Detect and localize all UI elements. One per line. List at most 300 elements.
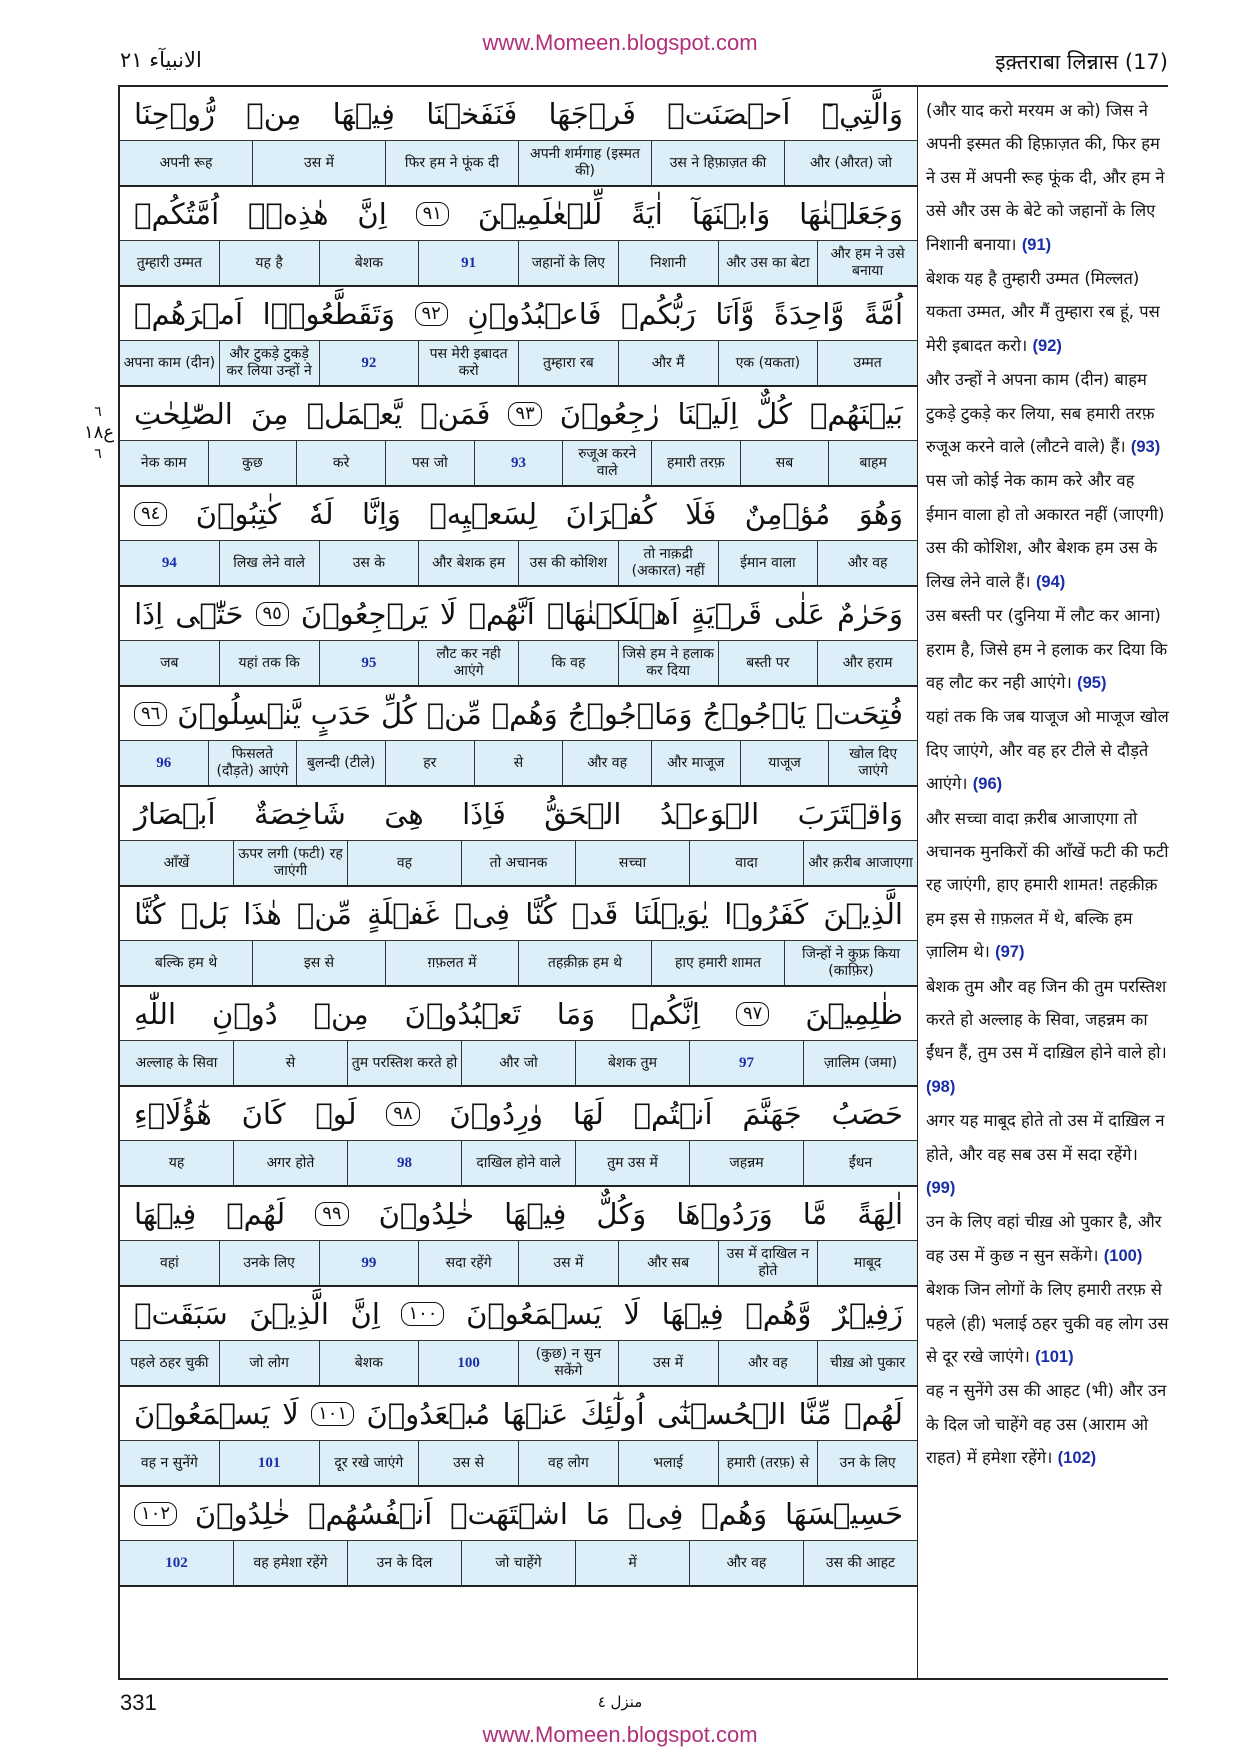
meaning-row <box>120 241 917 287</box>
meaning-cell: पस जो <box>385 441 474 485</box>
translation-text: उस बस्ती पर (दुनिया में लौट कर आना) हराम है, जिसे हम ने हलाक कर दिया कि वह लौट कर नही आएंगे। <box>926 606 1168 692</box>
arabic-word: كُلٌّ <box>756 396 792 431</box>
meaning-cell: बेशक <box>319 1341 419 1385</box>
arabic-word: بَيۡنَهُمۡ <box>809 396 903 431</box>
verse-number-marker: ٩٧ <box>736 1002 769 1026</box>
translation-passage <box>926 809 1169 962</box>
arabic-word: كٰتِبُوۡنَ <box>195 496 281 531</box>
meaning-cell: उस में <box>252 141 385 185</box>
arabic-word: فِىۡ <box>627 1496 684 1531</box>
arabic-word: مِّنۡ <box>296 896 352 931</box>
arabic-word: رُّوۡحِنَا <box>134 96 215 131</box>
translation-verse-number: (95) <box>1077 673 1107 692</box>
meaning-cell: जिन्हों ने कुफ्र किया (काफ़िर) <box>784 941 917 985</box>
arabic-word: اَحۡصَنَتۡ <box>667 96 791 131</box>
arabic-word: اِذَا <box>134 596 164 631</box>
meaning-cell: बाहम <box>828 441 917 485</box>
arabic-line <box>120 1087 917 1141</box>
meaning-cell: वह हमेशा रहेंगे <box>233 1541 347 1585</box>
arabic-line <box>120 387 917 441</box>
arabic-word: فَلَا <box>685 496 717 531</box>
arabic-line <box>120 287 917 341</box>
arabic-word: وَتَقَطَّعُوۡۤا <box>262 296 395 331</box>
meaning-cell: उस ने हिफ़ाज़त की <box>651 141 784 185</box>
meaning-cell: और वह <box>817 541 917 585</box>
meaning-cell: और वह <box>689 1541 803 1585</box>
arabic-word: دُوۡنِ <box>212 996 278 1031</box>
arabic-word: لَا <box>282 1396 299 1431</box>
meaning-cell: तुम परस्तिश करते हो <box>347 1041 461 1085</box>
meaning-cell: बुलन्दी (टीले) <box>296 741 385 785</box>
arabic-word: مِّنۡ <box>426 696 482 731</box>
arabic-word: بَلۡ <box>180 896 229 931</box>
meaning-cell: इस से <box>252 941 385 985</box>
arabic-word: مِنَ <box>250 396 289 431</box>
meaning-cell: ईंधन <box>803 1141 917 1185</box>
arabic-word: اٰلِهَةً <box>857 1196 903 1231</box>
meaning-cell: माबूद <box>817 1241 917 1285</box>
arabic-word: عَلٰى <box>773 596 826 631</box>
arabic-word: حَدَبٍ <box>310 696 372 731</box>
arabic-word: هِىَ <box>384 796 424 831</box>
arabic-word: كُنَّا <box>134 896 166 931</box>
arabic-word: وَمَاۡجُوۡجُ <box>567 696 693 731</box>
meaning-row <box>120 941 917 987</box>
meaning-cell: उस में दाखिल न होते <box>718 1241 818 1285</box>
arabic-word: غَفۡلَةٍ <box>367 896 440 931</box>
meaning-cell: वह <box>347 841 461 885</box>
arabic-word: اَمۡرَهُمۡ <box>134 296 244 331</box>
arabic-word: فَرۡجَهَا <box>548 96 636 131</box>
translation-verse-number: (97) <box>995 943 1025 962</box>
meaning-cell: (कुछ) न सुन सकेंगे <box>518 1341 618 1385</box>
meaning-cell: उस की कोशिश <box>518 541 618 585</box>
meaning-cell: जब <box>160 654 179 671</box>
translation-verse-number: (92) <box>1032 336 1062 355</box>
meaning-cell: जो चाहेंगे <box>461 1541 575 1585</box>
meaning-row <box>120 541 917 587</box>
arabic-word: وَّاَنَا <box>715 296 755 331</box>
meaning-cell: और माजूज <box>651 741 740 785</box>
meaning-cell: अपनी शर्मगाह (इस्मत की) <box>518 141 651 185</box>
arabic-word: وَالَّتِيۡٓ <box>821 96 903 131</box>
arabic-word: وَاِنَّا <box>361 496 401 531</box>
meaning-cell: जहन्नम <box>689 1141 803 1185</box>
translation-verse-number: (102) <box>1057 1449 1097 1468</box>
arabic-word: اِنَّ <box>357 196 387 231</box>
translation-passage <box>926 471 1164 590</box>
arabic-word: عَنۡهَا <box>502 1396 569 1431</box>
meaning-cell: और बेशक हम <box>418 541 518 585</box>
meaning-row <box>120 1241 917 1287</box>
arabic-line <box>120 587 917 641</box>
meaning-cell: पहले ठहर चुकी <box>130 1354 209 1371</box>
translation-passage <box>926 101 1165 254</box>
meaning-cell: ऊपर लगी (फटी) रह जाएंगी <box>233 841 347 885</box>
meaning-row <box>120 1141 917 1187</box>
arabic-word: ظٰلِمِيۡنَ <box>805 996 903 1031</box>
arabic-word: هٰذِهٖۤ <box>248 196 329 231</box>
arabic-word: لَهُمۡ <box>226 1196 286 1231</box>
verse-number-cell: 102 <box>165 1554 188 1571</box>
page-number: 331 <box>120 1690 157 1715</box>
verse-number-cell: 93 <box>474 441 563 485</box>
arabic-line <box>120 487 917 541</box>
arabic-word: حَصَبُ <box>831 1096 903 1131</box>
translation-verse-number: (101) <box>1035 1348 1074 1367</box>
meaning-cell: और मैं <box>618 341 718 385</box>
meaning-cell: तहक़ीक़ हम थे <box>518 941 651 985</box>
meaning-row <box>120 641 917 687</box>
arabic-word: الۡوَعۡدُ <box>659 796 760 831</box>
meaning-cell: हमारी तरफ़ <box>651 441 740 485</box>
arabic-line <box>120 1487 917 1541</box>
para-title: इक़्तराबा लिन्नास (17) <box>995 50 1168 74</box>
meaning-cell: और टुकड़े टुकड़े कर लिया उन्हों ने <box>219 341 319 385</box>
translation-passage <box>926 1111 1165 1197</box>
meaning-cell: उम्मत <box>817 341 917 385</box>
arabic-word: مَا <box>585 1496 611 1531</box>
meaning-cell: और उस का बेटा <box>718 241 818 285</box>
translation-verse-number: (99) <box>926 1179 956 1197</box>
arabic-word: فِيۡهَا <box>504 1196 567 1231</box>
arabic-line <box>120 987 917 1041</box>
verse-number-cell: 97 <box>689 1041 803 1085</box>
arabic-word: كُفۡرَانَ <box>565 496 657 531</box>
arabic-word: فَمَنۡ <box>420 396 491 431</box>
arabic-word: لَهَا <box>572 1096 604 1131</box>
meaning-cell: चीख़ ओ पुकार <box>817 1341 917 1385</box>
arabic-word: تَعۡبُدُوۡنَ <box>404 996 521 1031</box>
meaning-cell: कि वह <box>518 641 618 685</box>
arabic-word: قَدۡ <box>571 896 619 931</box>
meaning-cell: और सब <box>618 1241 718 1285</box>
arabic-word: اشۡتَهَتۡ <box>450 1496 568 1531</box>
meaning-cell: वह न सुनेंगे <box>140 1454 198 1471</box>
meaning-cell: और वह <box>562 741 651 785</box>
meaning-cell: यहां तक कि <box>219 641 319 685</box>
arabic-word: فُتِحَتۡ <box>815 696 903 731</box>
arabic-word: لَهٗ <box>309 496 334 531</box>
arabic-word: جَهَنَّمَ <box>742 1096 802 1131</box>
verse-number-cell: 96 <box>156 754 172 771</box>
translation-passage <box>926 269 1160 355</box>
arabic-line <box>120 87 917 141</box>
meaning-cell: वादा <box>689 841 803 885</box>
meaning-cell: अपनी रूह <box>159 154 213 171</box>
meaning-cell: अपना काम (दीन) <box>123 354 216 371</box>
meaning-cell: वह लोग <box>518 1441 618 1485</box>
translation-verse-number: (98) <box>926 1077 956 1096</box>
meaning-cell: और (औरत) जो <box>784 141 917 185</box>
verse-number-cell: 98 <box>347 1141 461 1185</box>
verse-number-marker: ٩٤ <box>134 502 167 526</box>
meaning-row <box>120 841 917 887</box>
arabic-word: مُبۡعَدُوۡنَ <box>366 1396 491 1431</box>
arabic-word: كُلِّ <box>381 696 417 731</box>
meaning-cell: उन के लिए <box>817 1441 917 1485</box>
arabic-word: الۡحَقُّ <box>544 796 622 831</box>
arabic-word: زَفِيۡرٌ <box>832 1296 903 1331</box>
arabic-word: وَهُوَ <box>858 496 903 531</box>
meaning-cell: एक (यकता) <box>718 341 818 385</box>
meaning-cell: और जो <box>461 1041 575 1085</box>
arabic-word: الَّذِيۡنَ <box>823 896 903 931</box>
meaning-row <box>120 341 917 387</box>
meaning-row <box>120 141 917 187</box>
meaning-cell: में <box>575 1541 689 1585</box>
arabic-word: كُنَّا <box>525 896 557 931</box>
arabic-word: يَرۡجِعُوۡنَ <box>300 596 428 631</box>
arabic-word: رٰجِعُوۡنَ <box>559 396 660 431</box>
meaning-cell: तुम्हारी उम्मत <box>136 254 203 271</box>
arabic-word: شَاخِصَةٌ <box>254 796 346 831</box>
arabic-line <box>120 1287 917 1341</box>
arabic-word: وٰرِدُوۡنَ <box>449 1096 544 1131</box>
translation-text: अगर यह माबूद होते तो उस में दाख़िल न होते, और वह सब उस में सदा रहेंगे। <box>926 1111 1165 1164</box>
arabic-word: يَاۡجُوۡجُ <box>702 696 806 731</box>
arabic-word: لِّلۡعٰلَمِيۡنَ <box>477 196 603 231</box>
arabic-word: مُؤۡمِنٌ <box>744 496 831 531</box>
translation-passage <box>926 1381 1166 1467</box>
meaning-cell: ग़फ़लत में <box>385 941 518 985</box>
meaning-cell: उस में <box>518 1241 618 1285</box>
meaning-cell: यह है <box>219 241 319 285</box>
arabic-word: حَسِيۡسَهَا <box>784 1496 903 1531</box>
arabic-word: اَبۡصَارُ <box>134 796 216 831</box>
verse-number-marker: ٩٩ <box>315 1202 348 1226</box>
meaning-cell: तो नाक़द्री (अकारत) नहीं <box>618 541 718 585</box>
translation-column <box>926 94 1171 1476</box>
meaning-cell: हमारी (तरफ़) से <box>718 1441 818 1485</box>
translation-passage <box>926 606 1167 692</box>
meaning-cell: उन के दिल <box>347 1541 461 1585</box>
arabic-word: اَهۡلَكۡنٰهَاۤ <box>546 596 679 631</box>
meaning-cell: करे <box>296 441 385 485</box>
arabic-word: الَّذِيۡنَ <box>249 1296 329 1331</box>
arabic-word: اِلَيۡنَا <box>677 396 739 431</box>
translation-text: पस जो कोई नेक काम करे और वह ईमान वाला हो तो अकारत नहीं (जाएगी) उस की कोशिश, और बेशक हम उस के लिख लेने वाले हैं। <box>926 471 1165 591</box>
verse-number-cell: 100 <box>418 1341 518 1385</box>
meaning-row <box>120 1341 917 1387</box>
meaning-cell: आँखें <box>163 854 190 871</box>
meaning-cell: जो लोग <box>219 1341 319 1385</box>
verse-number-marker: ٩٣ <box>508 402 541 426</box>
translation-verse-number: (94) <box>1035 572 1066 591</box>
arabic-word: فِيۡهَا <box>332 96 395 131</box>
meaning-cell: उनके लिए <box>219 1241 319 1285</box>
meaning-cell: भलाई <box>618 1441 718 1485</box>
arabic-word: لَا <box>440 596 457 631</box>
translation-passage <box>926 370 1160 456</box>
arabic-word: يَّنۡسِلُوۡنَ <box>177 696 301 731</box>
arabic-word: وَجَعَلۡنٰهَا <box>799 196 903 231</box>
arabic-word: مِّنَّا <box>798 1396 832 1431</box>
word-by-word-table <box>120 87 917 1678</box>
translation-text: और सच्चा वादा क़रीब आजाएगा तो अचानक मुनकिरों की आँखें फटी की फटी रह जाएंगी, हाए हमारी शामत! तहक़ीक़ हम इस से ग़फ़लत में थे, बल्कि हम ज़ालिम थे। <box>926 808 1169 962</box>
meaning-cell: उस के <box>319 541 419 585</box>
translation-text: बेशक जिन लोगों के लिए हमारी तरफ़ से पहले (ही) भलाई ठहर चुकी वह लोग उस से दूर रखे जाएंगे। <box>926 1280 1169 1367</box>
meaning-cell: नेक काम <box>140 454 187 471</box>
meaning-row <box>120 1041 917 1087</box>
verse-number-marker: ٩١ <box>416 202 449 226</box>
arabic-word: يَسۡمَعُوۡنَ <box>466 1296 602 1331</box>
translation-passage <box>926 977 1167 1096</box>
arabic-word: فِىۡ <box>454 896 511 931</box>
arabic-word: يَّعۡمَلۡ <box>306 396 403 431</box>
meaning-cell: दाखिल होने वाले <box>461 1141 575 1185</box>
arabic-word: وَمَا <box>556 996 596 1031</box>
meaning-cell: तो अचानक <box>461 841 575 885</box>
arabic-word: لَهُمۡ <box>844 1396 903 1431</box>
ruku-mark <box>84 404 115 462</box>
meaning-cell: निशानी <box>618 241 718 285</box>
translation-verse-number: (93) <box>1130 438 1161 457</box>
meaning-cell: खोल दिए जाएंगे <box>828 741 917 785</box>
verse-number-marker: ٩٢ <box>415 302 448 326</box>
ruku-mid: ع١٨ <box>84 422 115 443</box>
meaning-cell: याजूज <box>740 741 829 785</box>
meaning-cell: ईमान वाला <box>718 541 818 585</box>
arabic-word: فَنَفَخۡنَا <box>426 96 518 131</box>
meaning-cell: बल्कि हम थे <box>154 954 218 971</box>
arabic-word: وَابۡنَهَآ <box>691 196 771 231</box>
meaning-row <box>120 741 917 787</box>
arabic-word: اٰيَةً <box>631 196 663 231</box>
arabic-word: هٰٓؤُلَاۤءِ <box>134 1096 212 1131</box>
translation-verse-number: (100) <box>1103 1246 1143 1265</box>
meaning-cell: से <box>474 741 563 785</box>
ruku-bottom: ٦ <box>94 446 102 462</box>
meaning-cell: दूर रखे जाएंगे <box>319 1441 419 1485</box>
meaning-cell: तुम उस में <box>575 1141 689 1185</box>
verse-number-marker: ١٠٢ <box>134 1502 177 1526</box>
meaning-row <box>120 441 917 487</box>
meaning-cell: और वह <box>718 1341 818 1385</box>
meaning-cell: लौट कर नही आएंगे <box>418 641 518 685</box>
meaning-cell: हर <box>385 741 474 785</box>
arabic-word: مِنۡ <box>313 996 369 1031</box>
arabic-word: اَنۡتُمۡ <box>633 1096 713 1131</box>
arabic-word: فِيۡهَا <box>661 1296 724 1331</box>
meaning-cell: सच्चा <box>575 841 689 885</box>
verse-number-cell: 94 <box>161 554 177 571</box>
arabic-word: كَفَرُوۡا <box>724 896 809 931</box>
arabic-line <box>120 687 917 741</box>
arabic-line <box>120 1187 917 1241</box>
arabic-word: فَاعۡبُدُوۡنِ <box>467 296 602 331</box>
translation-text: वह न सुनेंगे उस की आहट (भी) और उन के दिल जो चाहेंगे वह उस (आराम ओ राहत) में हमेशा रहेंगे। <box>926 1381 1167 1468</box>
meaning-cell: उस में <box>618 1341 718 1385</box>
arabic-word: اَنَّهُمۡ <box>468 596 535 631</box>
arabic-word: يٰوَيۡلَنَا <box>633 896 710 931</box>
arabic-word: لِسَعۡيِهٖ <box>429 496 538 531</box>
meaning-row <box>120 1441 917 1487</box>
arabic-word: وَحَرٰمٌ <box>837 596 903 631</box>
meaning-cell: उस की आहट <box>803 1541 917 1585</box>
meaning-cell: लिख लेने वाले <box>219 541 319 585</box>
arabic-word: وَّاحِدَةً <box>773 296 845 331</box>
arabic-word: خٰلِدُوۡنَ <box>378 1196 475 1231</box>
translation-passage <box>926 1280 1169 1366</box>
arabic-word: اِنَّكُمۡ <box>631 996 700 1031</box>
arabic-word: رَبُّكُمۡ <box>621 296 696 331</box>
arabic-word: قَرۡيَةٍ <box>691 596 762 631</box>
verse-number-marker: ٩٦ <box>134 702 167 726</box>
arabic-word: سَبَقَتۡ <box>134 1296 228 1331</box>
meaning-cell: कुछ <box>208 441 297 485</box>
verse-number-marker: ٩٨ <box>386 1102 419 1126</box>
surah-title: الانبيآء ٢١ <box>120 48 202 72</box>
translation-text: बेशक तुम और वह जिन की तुम परस्तिश करते हो अल्लाह के सिवा, जहन्नम का ईंधन हैं, तुम उस में दाख़िल होने वाले हो। <box>926 976 1167 1063</box>
arabic-word: اُمَّتُكُمۡ <box>134 196 220 231</box>
verse-number-marker: ١٠٠ <box>401 1302 444 1326</box>
meaning-cell: जहानों के लिए <box>518 241 618 285</box>
arabic-word: وَكُلٌّ <box>596 1196 647 1231</box>
verse-number-marker: ١٠١ <box>311 1402 354 1426</box>
arabic-word: فَاِذَا <box>462 796 506 831</box>
arabic-word: وَاقۡتَرَبَ <box>797 796 903 831</box>
meaning-cell: जिसे हम ने हलाक कर दिया <box>618 641 718 685</box>
meaning-cell: पस मेरी इबादत करो <box>418 341 518 385</box>
translation-text: (और याद करो मरयम अ को) जिस ने अपनी इस्मत की हिफ़ाज़त की, फिर हम ने उस में अपनी रूह फूंक दी, और हम ने उसे और उस के बेटे को जहानों के लिए निशानी बनाया। <box>926 101 1165 254</box>
meaning-cell: तुम्हारा रब <box>518 341 618 385</box>
ruku-top: ٦ <box>94 404 102 420</box>
verse-number-cell: 101 <box>219 1441 319 1485</box>
meaning-cell: अल्लाह के सिवा <box>135 1054 218 1071</box>
site-url-bottom[interactable]: www.Momeen.blogspot.com <box>482 1722 758 1747</box>
arabic-word: كَانَ <box>241 1096 286 1131</box>
meaning-cell: सदा रहेंगे <box>418 1241 518 1285</box>
arabic-word: خٰلِدُوۡنَ <box>194 1496 291 1531</box>
arabic-word: اِنَّ <box>350 1296 380 1331</box>
site-url-top[interactable]: www.Momeen.blogspot.com <box>482 30 758 55</box>
meaning-cell: हाए हमारी शामत <box>651 941 784 985</box>
arabic-line <box>120 1387 917 1441</box>
manzil-label: منزل ٤ <box>597 1693 643 1711</box>
translation-text: और उन्हों ने अपना काम (दीन) बाहम टुकड़े टुकड़े कर लिया, सब हमारी तरफ़ रुजूअ करने वाले (लौटने वाले) हैं। <box>926 370 1155 457</box>
arabic-word: الۡحُسۡنٰٓى <box>657 1396 787 1431</box>
translation-verse-number: (96) <box>972 775 1003 794</box>
verse-number-cell: 99 <box>319 1241 419 1285</box>
arabic-word: اللّٰهِ <box>134 996 177 1031</box>
verse-number-marker: ٩٥ <box>256 602 289 626</box>
meaning-cell: रुजूअ करने वाले <box>562 441 651 485</box>
arabic-word: لَا <box>623 1296 640 1331</box>
arabic-word: وَهُمۡ <box>491 696 558 731</box>
meaning-cell: उस से <box>418 1441 518 1485</box>
meaning-cell: यह <box>168 1154 185 1171</box>
arabic-word: اُمَّةً <box>863 296 903 331</box>
arabic-word: فِيۡهَا <box>134 1196 197 1231</box>
meaning-cell: बेशक <box>319 241 419 285</box>
translation-passage <box>926 707 1169 793</box>
translation-verse-number: (91) <box>1021 235 1052 254</box>
meaning-cell: से <box>233 1041 347 1085</box>
meaning-cell: फिर हम ने फूंक दी <box>385 141 518 185</box>
arabic-word: مِنۡ <box>246 96 302 131</box>
translation-text: बेशक यह है तुम्हारी उम्मत (मिल्लत) यकता उम्मत, और मैं तुम्हारा रब हूं, पस मेरी इबादत करो। <box>926 269 1160 355</box>
arabic-word: اَنۡفُسُهُمۡ <box>308 1496 433 1531</box>
meaning-cell: वहां <box>159 1254 179 1271</box>
arabic-word: وَهُمۡ <box>701 1496 768 1531</box>
arabic-word: وَرَدُوۡهَا <box>676 1196 773 1231</box>
meaning-cell: फिसलते (दौड़ते) आएंगे <box>208 741 297 785</box>
meaning-cell: अगर होते <box>233 1141 347 1185</box>
meaning-cell: और हराम <box>817 641 917 685</box>
arabic-word: يَسۡمَعُوۡنَ <box>134 1396 270 1431</box>
verse-number-cell: 92 <box>319 341 419 385</box>
